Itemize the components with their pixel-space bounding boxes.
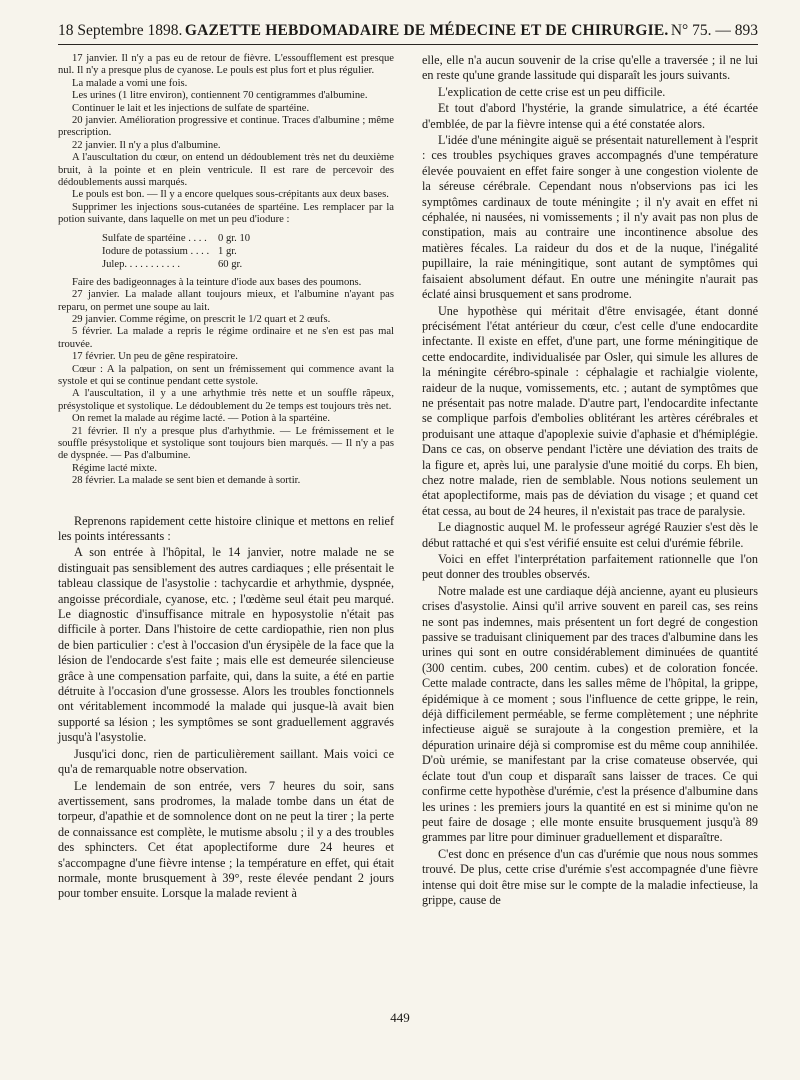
note-paragraph: 5 février. La malade a repris le régime ordinaire et ne s'en est pas mal trouvée.: [58, 326, 394, 350]
two-columns: [58, 53, 758, 909]
header-date: 18 Septembre 1898.: [58, 22, 183, 39]
note-paragraph: Régime lacté mixte.: [72, 462, 158, 474]
note-paragraph: 20 janvier. Amélioration progressive et continue. Traces d'albumine ; même prescription.: [58, 115, 394, 139]
note-paragraph: A l'auscultation du cœur, on entend un dédoublement très net du deuxième bruit, à la pointe et en plein ventricule. Il est rare de percevoir des dédoublements aussi marqués.: [58, 152, 394, 189]
prescription-row: [102, 258, 394, 271]
left-column: [58, 53, 394, 909]
note-paragraph: 28 février. La malade se sent bien et demande à sortir.: [72, 475, 301, 487]
prescription-row: [102, 245, 394, 258]
case-notes: [58, 53, 394, 488]
prescription-item: Sulfate de spartéine . . . .: [102, 232, 207, 244]
body-paragraph: Et tout d'abord l'hystérie, la grande simulatrice, a été écartée d'emblée, de par la fièvre intense qui a été constatée alors.: [422, 101, 758, 131]
note-paragraph: La malade a vomi une fois.: [72, 77, 188, 89]
commentary-left: [58, 514, 394, 902]
journal-title: GAZETTE HEBDOMADAIRE DE MÉDECINE ET DE CHIRURGIE.: [184, 22, 669, 39]
prescription-dose: 60 gr.: [218, 258, 243, 270]
note-paragraph: Faire des badigeonnages à la teinture d'iode aux bases des poumons.: [72, 276, 362, 288]
note-paragraph: 22 janvier. Il n'y a plus d'albumine.: [72, 139, 221, 151]
prescription-item: Julep. . . . . . . . . . .: [102, 258, 180, 270]
prescription-list: [102, 232, 394, 271]
body-paragraph: Une hypothèse qui méritait d'être envisagée, étant donné précisément l'état antérieur du cœur, c'est celle d'une endocardite infectante. Il existe en effet, d'une part, une forme méningitique de cette endocardite, individualisée par Osler, qui simule les allures de la méningite cérébro-spinale : céphalagie et rachialgie violente, raideur de la nuque, vomissements, etc. ; autant de symptômes que ne présentait pas notre malade. D'autre part, l'endocardite infectante se complique parfois d'embolies oblitérant les artères cérébrales et produisant une attaque d'apoplexie suivie d'aphasie et d'hémiplégie. Dans ce cas, on observe pendant l'ictère une déviation des traits de la figure et, après lui, une paralysie d'une moitié du corps. Eh bien, chez notre malade, rien de semblable. Nous notions seulement un état apoplectiforme, mais pas de déviation du visage ; et quand cet état cessa, au bout de 24 heures, il n'existait pas trace de paralysie.: [422, 303, 758, 518]
note-paragraph: Cœur : A la palpation, on sent un frémissement qui commence avant la systole et qui se continue pendant cette systole.: [58, 363, 394, 387]
body-paragraph: Jusqu'ici donc, rien de particulièrement saillant. Mais voici ce qu'a de remarquable notre observation.: [58, 746, 394, 777]
body-paragraph: Voici en effet l'interprétation parfaitement rationnelle que l'on peut donner des troubles observés.: [422, 552, 758, 582]
note-paragraph: 27 janvier. La malade allant toujours mieux, et l'albumine n'ayant pas reparu, on permet une soupe au lait.: [58, 289, 394, 313]
body-paragraph: Le diagnostic auquel M. le professeur agrégé Rauzier s'est dès le début rattaché et qui s'est vérifié ensuite est celui d'urémie fébrile.: [422, 520, 758, 550]
prescription-item: Iodure de potassium . . . .: [102, 245, 210, 257]
prescription-dose: 0 gr. 10: [218, 232, 251, 244]
note-paragraph: 17 février. Un peu de gêne respiratoire.: [72, 351, 238, 363]
note-paragraph: Le pouls est bon. — Il y a encore quelques sous-crépitants aux deux bases.: [72, 189, 389, 201]
body-paragraph: C'est donc en présence d'un cas d'urémie que nous nous sommes trouvé. De plus, cette crise d'urémie s'est accompagnée d'une fièvre intense qui doit être mise sur le compte de la maladie infectieuse, la grippe, cause de: [422, 846, 758, 907]
right-column: [422, 53, 758, 909]
note-paragraph: Les urines (1 litre environ), contiennent 70 centigrammes d'albumine.: [72, 90, 368, 102]
body-paragraph: L'explication de cette crise est un peu difficile.: [438, 84, 666, 99]
body-paragraph: elle, elle n'a aucun souvenir de la crise qu'elle a traversée ; il ne lui en reste qu'une grande lassitude qui disparaît les jours suivants.: [422, 53, 758, 83]
note-paragraph: A l'auscultation, il y a une arhythmie très nette et un souffle râpeux, présystolique et systolique. Le dédoublement du 2e temps est toujours très net.: [58, 388, 394, 412]
page-number: 449: [390, 1010, 410, 1025]
body-paragraph: Reprenons rapidement cette histoire clinique et mettons en relief les points intéressants :: [58, 513, 394, 543]
body-paragraph: L'idée d'une méningite aiguë se présentait naturellement à l'esprit : ces troubles psychiques graves accompagnés d'une température élevée pouvaient en effet faire songer à une congestion violente de la séreuse cérébrale. Cependant nous n'observions pas ici les symptômes cardinaux de toute méningite ; il n'y avait en effet ni céphalée, ni nausées, ni vomissements ; il n'y avait pas non plus de constipation, mais au contraire une incontinence absolue des matières fécales. La raideur du dos et de la nuque, l'inégalité pupillaire, la raie méningitique, sont autant de symptômes qui faisaient absolument défaut. En outre une méningite n'aurait pas éclaté ainsi brusquement et sans prodrome.: [422, 133, 758, 302]
running-header: [58, 22, 758, 45]
issue-number: N° 75. — 893: [670, 22, 758, 39]
note-paragraph: 29 janvier. Comme régime, on prescrit le 1/2 quart et 2 œufs.: [72, 313, 331, 325]
note-paragraph: Continuer le lait et les injections de sulfate de spartéine.: [72, 102, 310, 114]
prescription-row: [102, 232, 394, 245]
note-paragraph: 21 février. Il n'y a presque plus d'arhythmie. — Le frémissement et le souffle présystolique et systolique sont toujours bien marqués. — Il n'y a pas de dyspnée. — Pas d'albumine.: [58, 425, 394, 462]
note-paragraph: Supprimer les injections sous-cutanées de spartéine. Les remplacer par la potion suivante, dans laquelle on met un peu d'iodure :: [58, 201, 394, 226]
note-paragraph: On remet la malade au régime lacté. — Potion à la spartéine.: [72, 413, 330, 425]
commentary-right: [422, 53, 758, 908]
prescription-dose: 1 gr.: [218, 245, 237, 257]
body-paragraph: Notre malade est une cardiaque déjà ancienne, ayant eu plusieurs crises d'asystolie. Ainsi qu'il arrive souvent en pareil cas, ses reins ne sont pas indemnes, mais présentent un fort degré de congestion passive se traduisant cliniquement par des traces d'albumine dans les urines qui sont en outre considérablement diminuées de quantité (300 centim. cubes, 200 centim. cubes) et de coloration foncée. Cette malade contracte, dans les salles même de l'hôpital, la grippe, épidémique à ce moment ; sous l'influence de cette grippe, le rein, déjà difficilement perméable, se ferme complètement ; une néphrite infectieuse aiguë se surajoute à la congestion première, et la dépuration urinaire déjà si compromise est du même coup annihilée. D'où urémie, se manifestant par la crise comateuse observée, qui éclate tout d'un coup et disparaît sans laisser de traces. Ce qui confirme cette hypothèse d'urémie, c'est la présence d'albumine dans les urines : les premiers jours la quantité en est si minime qu'on ne peut faire de dosage ; elle monte ensuite brusquement jusqu'à 89 grammes par litre pour diminuer graduellement et disparaître.: [422, 583, 758, 845]
body-paragraph: A son entrée à l'hôpital, le 14 janvier, notre malade ne se distinguait pas sensiblement des autres cardiaques ; elle présentait le tableau classique de l'asystolie : tachycardie et arhythmie, dyspnée, angoisse précordiale, cyanose, etc. ; l'œdème seul était peu marqué. Le diagnostic d'insuffisance mitrale en hyposystolie n'était pas difficile à porter. Dans l'histoire de cette cardiopathie, rien non plus de bien particulier : c'est à l'occasion d'un érysipèle de la face que la lésion de l'endocarde s'est faite ; mais elle est demeurée silencieuse grâce à une compensation parfaite, qui, dans la suite, a été en partie détruite à l'occasion d'une grossesse. Alors les troubles fonctionnels ont véritablement incommodé la malade qui jusque-là avait bien supporté sa lésion ; les symptômes se sont graduellement aggravés jusqu'à l'asystolie.: [58, 545, 394, 745]
body-paragraph: Le lendemain de son entrée, vers 7 heures du soir, sans avertissement, sans prodromes, la malade tombe dans un état de torpeur, d'apathie et de somnolence dont on ne peut la tirer ; la perte de connaissance est complète, le mutisme absolu ; il y a des troubles des sphincters. Cet état apoplectiforme dure 24 heures et s'accompagne d'une fièvre intense ; la température en effet, qui était normale, monte brusquement à 39°, reste élevée pendant 2 jours pour tomber ensuite. Lorsque la malade revient à: [58, 778, 394, 901]
note-paragraph: 17 janvier. Il n'y a pas eu de retour de fièvre. L'essoufflement est presque nul. Il n'y a presque plus de cyanose. Le pouls est plus fort et plus régulier.: [58, 53, 394, 77]
